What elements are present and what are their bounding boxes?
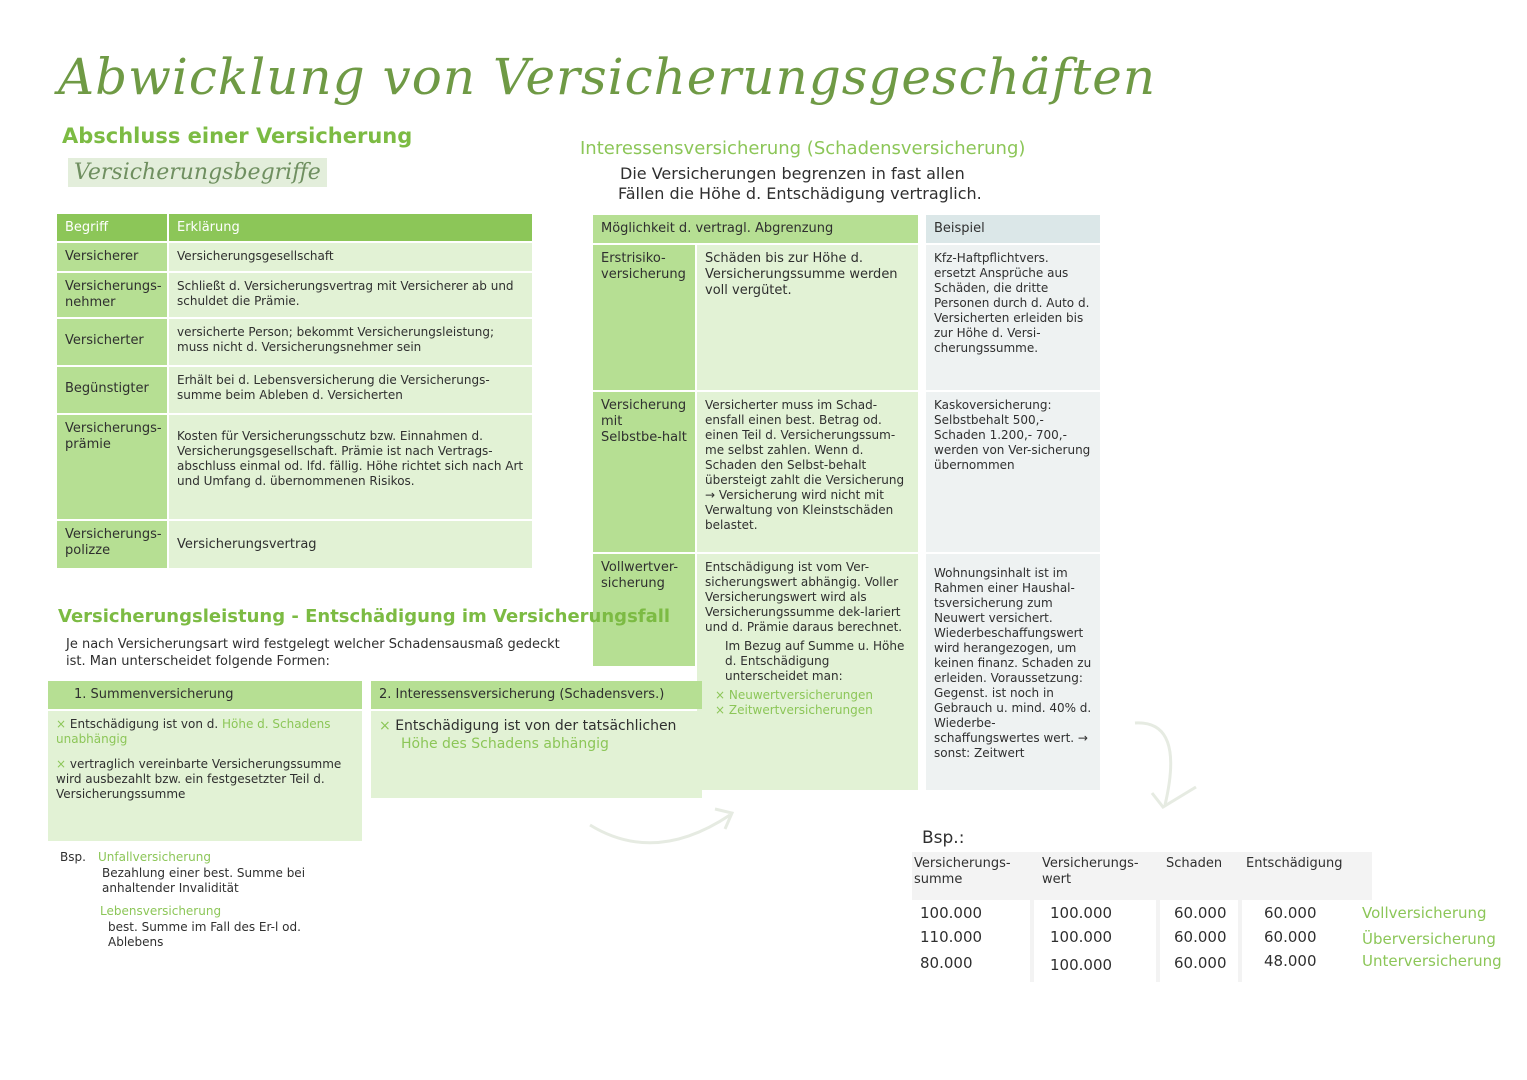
vollwert-desc: Entschädigung ist vom Ver-sicherungswert abhängig. Voller Versicherungswert wird als Versicherungssumme dek-lariert und d. Prämie daraus berechnet. — [705, 560, 903, 634]
cell-entsch: 60.000 — [1264, 904, 1317, 922]
table-header: Möglichkeit d. vertragl. Abgrenzung — [593, 215, 918, 243]
beispiel-label: Bsp.: — [922, 828, 965, 848]
table-cell-desc: Erhält bei d. Lebensversicherung die Versicherungs-summe beim Ableben d. Versicherten — [169, 367, 532, 413]
list-item: × Neuwertversicherungen — [715, 688, 874, 702]
cell-schaden: 60.000 — [1174, 904, 1227, 922]
interesse-intro-line2: Fällen die Höhe d. Entschädigung vertraglich. — [618, 184, 982, 203]
interesse-b1b: Höhe des Schadens abhängig — [401, 736, 609, 752]
table-cell-term: Begünstigter — [57, 367, 167, 413]
summen-header: 1. Summenversicherung — [48, 681, 362, 709]
cell-wert: 100.000 — [1050, 904, 1113, 922]
summenversicherung-box — [48, 681, 362, 841]
cell-entsch: 60.000 — [1264, 928, 1317, 946]
cell-summe: 110.000 — [920, 928, 983, 946]
table-cell-desc: Versicherungsgesellschaft — [169, 243, 532, 271]
beispiel-header: Schaden — [1166, 856, 1223, 871]
vollwert-desc2: Im Bezug auf Summe u. Höhe d. Entschädigung unterscheidet man: — [725, 639, 905, 683]
table-cell-desc: Kosten für Versicherungsschutz bzw. Einnahmen d. Versicherungsgesellschaft. Prämie ist nach Vertrags-abschluss einmal od. lfd. fällig. Höhe richtet sich nach Art und Umfang d. übernommenen Risikos. — [169, 415, 532, 519]
cell-schaden: 60.000 — [1174, 928, 1227, 946]
cell-entsch: 48.000 — [1264, 952, 1317, 970]
summen-b1a: Entschädigung ist von d. — [69, 717, 223, 731]
table-header: Begriff — [57, 214, 167, 241]
table-cell-desc: versicherte Person; bekommt Versicherungsleistung; muss nicht d. Versicherungsnehmer sein — [169, 319, 532, 365]
cell-summe: 80.000 — [920, 954, 973, 972]
begriffe-table — [57, 214, 532, 568]
table-cell-example: Wohnungsinhalt ist im Rahmen einer Haushal-tsversicherung zum Neuwert versichert. Wiederbeschaffungswert wird herangezogen, um keinen finanz. Schaden zu erleiden. Voraussetzung: Gegenst. ist noch in Gebrauch u. mind. 40% d. Wiederbe-schaffungswertes wert. → sonst: Zeitwert — [926, 554, 1100, 790]
table-cell-term: Versicherungs-prämie — [57, 415, 167, 519]
table-cell-desc: Schließt d. Versicherungsvertrag mit Versicherer ab und schuldet die Prämie. — [169, 273, 532, 317]
interesse-b1a: Entschädigung ist von der tatsächlichen — [395, 718, 677, 734]
beispiel-header: Entschädigung — [1246, 856, 1343, 871]
cell-wert: 100.000 — [1050, 956, 1113, 974]
table-cell-example: Kfz-Haftpflichtvers. ersetzt Ansprüche aus Schäden, die dritte Personen durch d. Auto d. Versicherten erleiden bis zur Höhe d. Versi-cherungssumme. — [926, 245, 1100, 390]
beispiel-header-row — [912, 852, 1372, 900]
cell-schaden: 60.000 — [1174, 954, 1227, 972]
table-cell-term: Versicherungs-nehmer — [57, 273, 167, 317]
interesse-intro-line1: Die Versicherungen begrenzen in fast allen — [620, 164, 965, 183]
leistung-intro-line1: Je nach Versicherungsart wird festgelegt welcher Schadensausmaß gedeckt — [66, 637, 560, 652]
table-cell-desc: Versicherungsvertrag — [169, 521, 532, 568]
curved-arrow-down-icon — [1130, 715, 1210, 815]
summen-body — [48, 711, 362, 841]
table-cell-name: Vollwertver-sicherung — [593, 554, 695, 666]
page-title: Abwicklung von Versicherungsgeschäften — [58, 48, 1157, 106]
list-item: × Zeitwertversicherungen — [715, 703, 873, 717]
list-item: × Entschädigung ist von der tatsächlichen — [379, 718, 677, 734]
cell-art: Vollversicherung — [1362, 904, 1487, 922]
bsp2-text: best. Summe im Fall des Er-l od. Ablebens — [108, 920, 301, 949]
leistung-intro-line2: ist. Man unterscheidet folgende Formen: — [66, 654, 330, 669]
bsp1-text: Bezahlung einer best. Summe bei anhaltender Invalidität — [102, 866, 306, 895]
list-item: × vertraglich vereinbarte Versicherungssumme wird ausbezahlt bzw. ein festgesetzter Teil d. Versicherungssumme — [56, 757, 342, 801]
cell-wert: 100.000 — [1050, 928, 1113, 946]
table-cell-term: Versicherter — [57, 319, 167, 365]
section-heading-leistung: Versicherungsleistung - Entschädigung im Versicherungsfall — [58, 606, 671, 627]
cell-art: Unterversicherung — [1362, 952, 1502, 970]
section-heading-interesse: Interessensversicherung (Schadensversicherung) — [580, 138, 1026, 159]
interessenversicherung-box — [371, 681, 702, 798]
section-heading-abschluss: Abschluss einer Versicherung — [62, 124, 413, 148]
subheading-begriffe: Versicherungsbegriffe — [68, 158, 327, 187]
table-header: Beispiel — [926, 215, 1100, 243]
bullet-zeitwert: Zeitwertversicherungen — [728, 703, 873, 717]
cell-summe: 100.000 — [920, 904, 983, 922]
summen-b1b: Höhe d. Schadens unabhängig — [56, 717, 331, 746]
table-cell-name: Erstrisiko-versicherung — [593, 245, 695, 390]
table-cell-name: Versicherung mit Selbstbe-halt — [593, 392, 695, 552]
table-cell-desc: Versicherter muss im Schad-ensfall einen best. Betrag od. einen Teil d. Versicherungssum-me selbst zahlen. Wenn d. Schaden den Selbst-behalt übersteigt zahlt die Versicherung → Versicherung wird nicht mit Verwaltung von Kleinstschäden belastet. — [697, 392, 918, 552]
bsp1-title: Unfallversicherung — [98, 850, 211, 864]
bsp2-title: Lebensversicherung — [100, 904, 222, 918]
table-cell-term: Versicherer — [57, 243, 167, 271]
beispiel-header: Versicherungs-wert — [1042, 856, 1139, 887]
table-cell-term: Versicherungs-polizze — [57, 521, 167, 568]
bullet-neuwert: Neuwertversicherungen — [728, 688, 874, 702]
beispiel-header: Versicherungs-summe — [914, 856, 1011, 887]
bsp-label: Bsp. — [60, 850, 86, 864]
table-header: Erklärung — [169, 214, 532, 241]
summen-b2: vertraglich vereinbarte Versicherungssumme wird ausbezahlt bzw. ein festgesetzter Teil d. Versicherungssumme — [56, 757, 342, 801]
table-cell-desc-vollwert — [697, 554, 918, 790]
beispiel-rows — [912, 902, 1502, 982]
interesse-box-header: 2. Interessensversicherung (Schadensvers.) — [371, 681, 702, 709]
cell-art: Überversicherung — [1362, 930, 1496, 948]
table-cell-desc: Schäden bis zur Höhe d. Versicherungssumme werden voll vergütet. — [697, 245, 918, 390]
list-item: × Entschädigung ist von d. Höhe d. Schadens unabhängig — [56, 717, 331, 746]
table-cell-example: Kaskoversicherung: Selbstbehalt 500,- Schaden 1.200,- 700,- werden von Ver-sicherung übernommen — [926, 392, 1100, 552]
curved-arrow-icon — [585, 795, 745, 855]
interesse-box-body — [371, 711, 702, 798]
